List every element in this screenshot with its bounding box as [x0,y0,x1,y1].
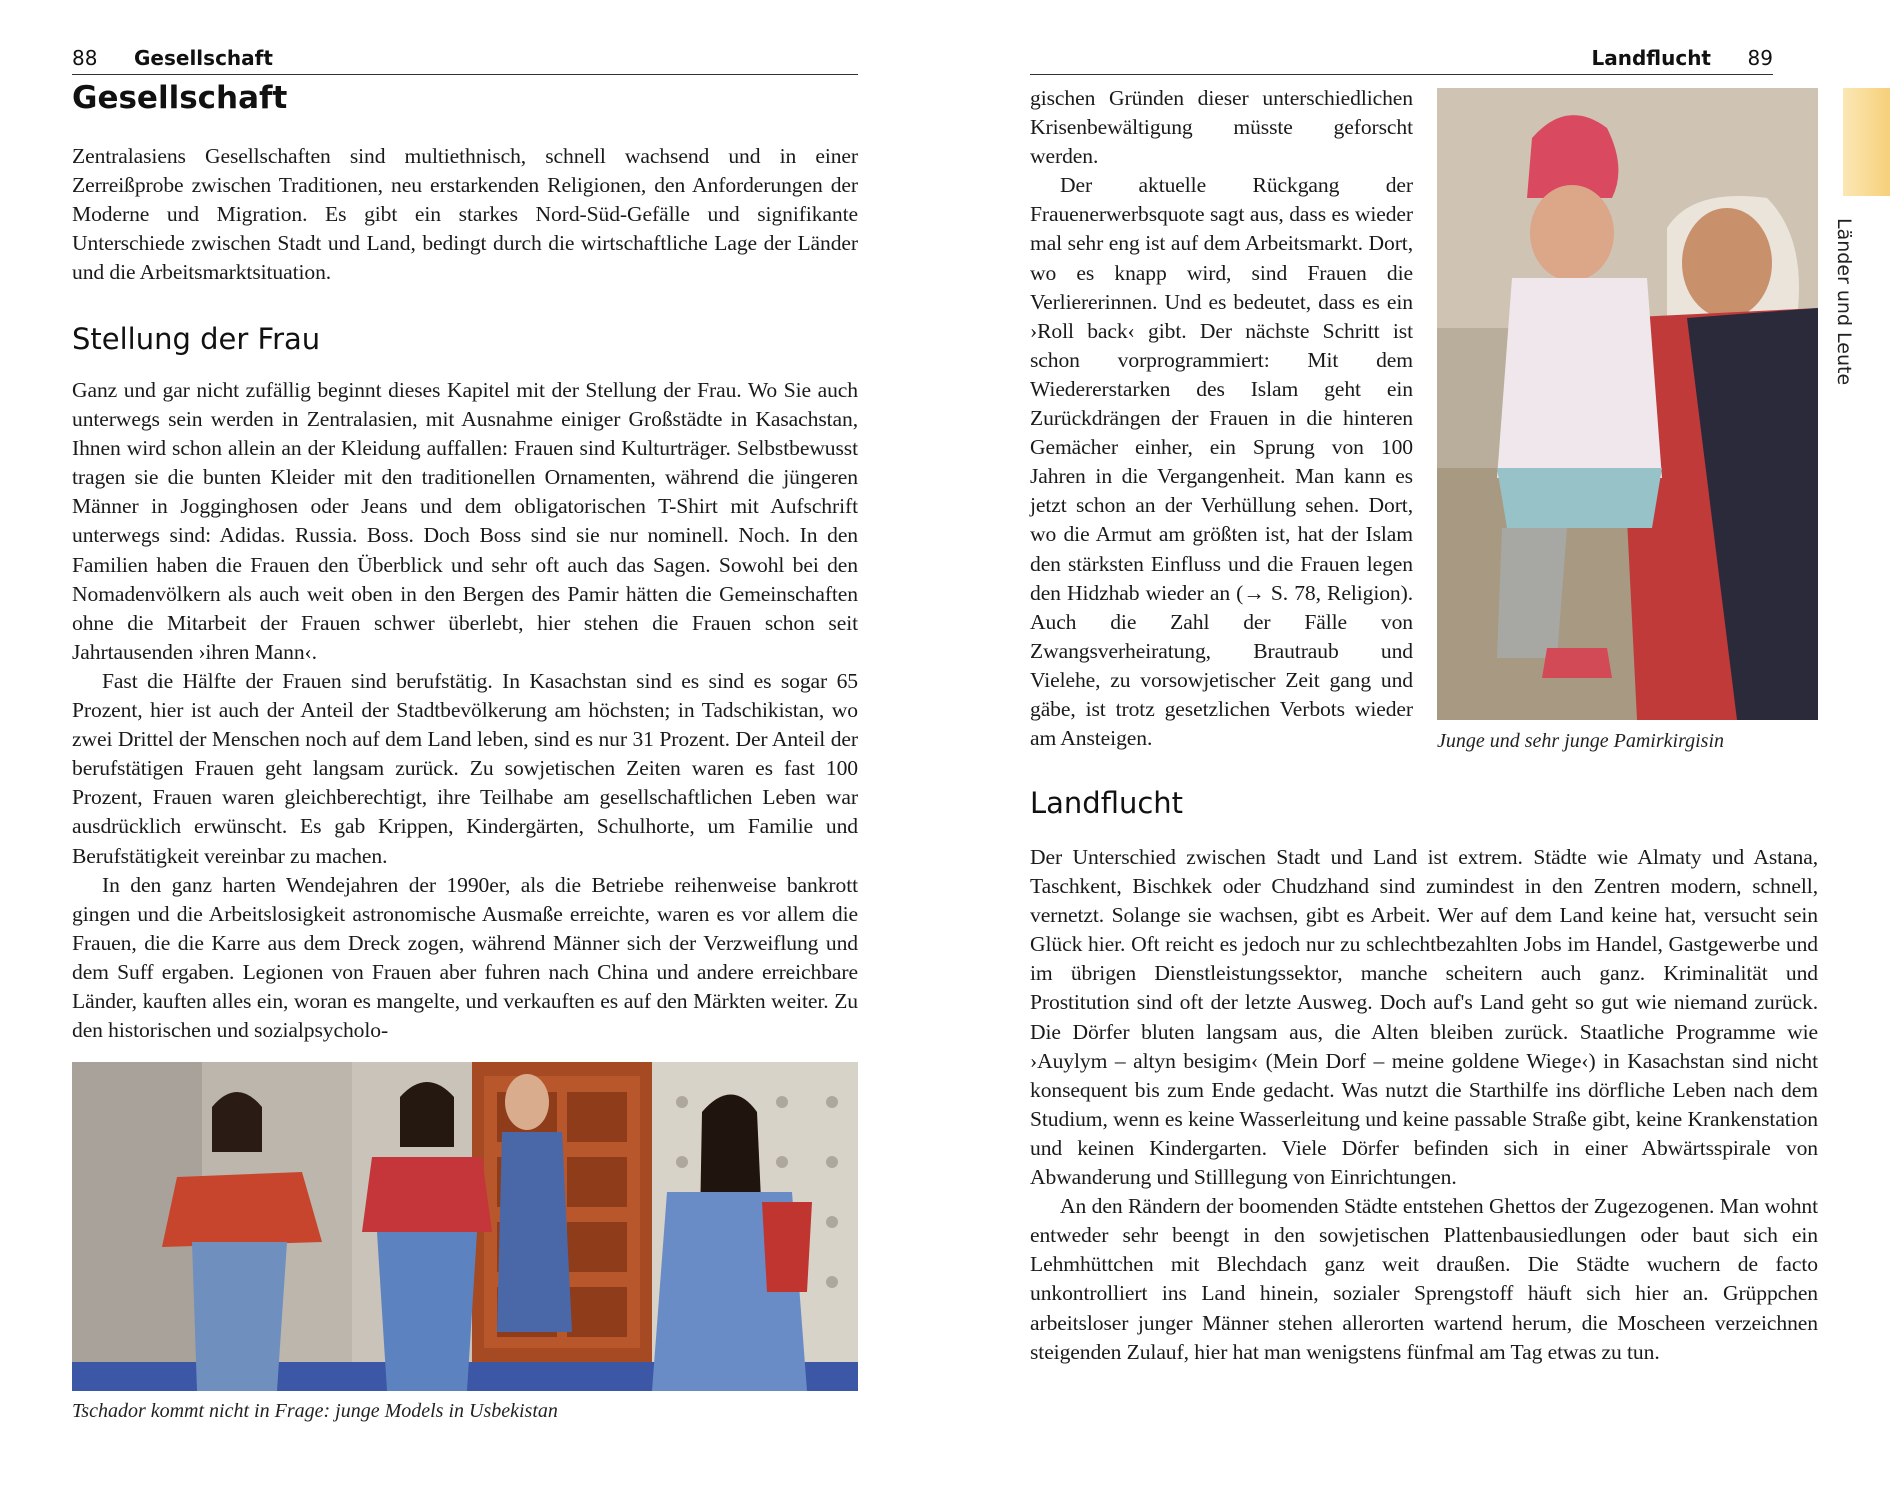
photo-caption-left: Tschador kommt nicht in Frage: junge Models in Usbekistan [72,1400,558,1422]
chapter-title: Gesellschaft [72,80,288,116]
right-page [945,0,1890,1496]
page-number-right: 89 [1747,46,1773,70]
section-title-stellung: Stellung der Frau [72,322,321,356]
photo-uzbek-models [72,1062,858,1391]
running-head-right [1030,46,1773,75]
thumb-index-tab [1843,88,1890,196]
photo-pamir-kyrgyz-image [1437,88,1818,720]
body-text-right [1030,843,1818,1367]
side-tab-label-text: Länder und Leute [1833,218,1855,386]
column-text-right [1030,84,1413,753]
paragraph: In den ganz harten Wendejahren der 1990er, als die Betriebe reihenweise bankrott gingen und die Arbeitslosigkeit astronomische Ausmaße erreichte, waren es vor allem die Frauen, die die Karre aus dem Dreck zogen, während Männer sich der Verzweiflung und dem Suff ergaben. Legionen von Frauen aber fuhren nach China und andere erreichbare Länder, kauften alles ein, woran es mangelte, und verkauften es auf den Märkten weiter. Zu den historischen und sozialpsycholo- [72,872,858,1043]
body-text-left [72,376,858,1045]
page-number-left: 88 [72,46,98,70]
running-head-title-right: Landflucht [1591,46,1711,70]
running-head-title-left: Gesellschaft [134,46,273,70]
photo-pamir-kyrgyz [1437,88,1818,720]
paragraph: Der Unterschied zwischen Stadt und Land ist extrem. Städte wie Almaty und Astana, Taschkent, Bischkek oder Chudzhand sind zumindest in den Zentren modern, schnell, vernetzt. Solange sie wachsen, gibt es Arbeit. Wer auf dem Land keine hat, versucht sein Glück hier. Oft reicht es jedoch nur zu schlechtbezahlten Jobs im Handel, Gastgewerbe und im übrigen Dienstleistungssektor, manche scheitern auch ganz. Kriminalität und Prostitution sind oft der letzte Ausweg. Doch auf's Land geht so gut wie niemand zurück. Die Dörfer bluten langsam aus, die Alten bleiben zurück. Staatliche Programme wie ›Auylym – altyn besigim‹ (Mein Dorf – meine goldene Wiege‹) in Kasachstan sind nicht konsequent bis zum Ende gedacht. Was nutzt die Starthilfe ins dörfliche Leben nach dem Studium, wenn es keine Wasserleitung und keine passable Straße gibt, keine Krankenstation und keinen Kindergarten. Viele Dörfer befinden sich in einer Abwärtsspirale von Abwanderung und Stilllegung von Einrichtungen. [1030,845,1818,1190]
photo-uzbek-models-image [72,1062,858,1391]
paragraph: Ganz und gar nicht zufällig beginnt dieses Kapitel mit der Stellung der Frau. Wo Sie auch unterwegs sein werden in Zentralasien, mit Ausnahme einiger Großstädte in Kasachstan, Ihnen wird schon allein an der Kleidung auffallen: Frauen sind Kulturträger. Selbstbewusst tragen sie die bunten Kleider mit den traditionellen Ornamenten, während die jüngeren Männer in Jogginghosen oder Jeans und dem obligatorischen T-Shirt mit Aufschrift unterwegs sind: Adidas. Russia. Boss. Doch Boss sind sie nur nominell. Noch. In den Familien haben die Frauen den Überblick und sehr oft auch das Sagen. Sowohl bei den Nomadenvölkern als auch weit oben in den Bergen des Pamir hätten die Gemeinschaften ohne die Mitarbeit der Frauen schwer überlebt, hier stehen die Frauen schon seit Jahrtausenden ›ihren Mann‹. [72,378,858,664]
intro-paragraph [72,142,858,287]
section-title-landflucht: Landflucht [1030,786,1184,820]
paragraph: Der aktuelle Rückgang der Frauenerwerbsquote sagt aus, dass es wieder mal sehr eng ist auf dem Arbeitsmarkt. Dort, wo es knapp wird, sind Frauen die Verliererinnen. Und es bedeutet, dass es ein ›Roll back‹ gibt. Der nächste Schritt ist schon vorprogrammiert: Mit dem Wiedererstarken des Islam geht ein Zurückdrängen der Frauen in die hinteren Gemächer einher, ein Sprung von 100 Jahren in die Vergangenheit. Man kann es jetzt schon an der Verhüllung sehen. Dort, wo die Armut am größten ist, hat der Islam den stärksten Einfluss und die Frauen legen den Hidzhab wieder an (→ S. 78, Religion). Auch die Zahl der Fälle von Zwangsverheiratung, Brautraub und Vielehe, zu vorsowjetischer Zeit gang und gäbe, ist trotz gesetzlichen Verbots wieder am Ansteigen. [1030,173,1413,751]
intro-text: Zentralasiens Gesellschaften sind multiethnisch, schnell wachsend und in einer Zerreißprobe zwischen Traditionen, neu erstarkenden Religionen, den Anforderungen der Moderne und Migration. Es gibt ein starkes Nord-Süd-Gefälle und signifikante Unterschiede zwischen Stadt und Land, bedingt durch die wirtschaftliche Lage der Länder und die Arbeitsmarktsituation. [72,144,858,285]
paragraph: gischen Gründen dieser unterschiedlichen Krisenbewältigung müsste geforscht werden. [1030,86,1413,169]
running-head-left [72,46,858,75]
paragraph: An den Rändern der boomenden Städte entstehen Ghettos der Zugezogenen. Man wohnt entweder sehr beengt in den sowjetischen Plattenbausiedlungen oder baut sich ein Lehmhüttchen mit Blechdach ganz weit draußen. Die Städte wuchern de facto unkontrolliert ins Land hinein, sozialer Sprengstoff häuft sich hier an. Grüppchen arbeitsloser junger Männer stehen allerorten wartend herum, die Moscheen verzeichnen steigenden Zulauf, hier hat man wenigstens fünfmal am Tag etwas zu tun. [1030,1194,1818,1364]
side-tab-label [1833,218,1890,418]
photo-caption-right: Junge und sehr junge Pamirkirgisin [1437,730,1725,752]
paragraph: Fast die Hälfte der Frauen sind berufstätig. In Kasachstan sind es sind es sogar 65 Prozent, hier ist auch der Anteil der Stadtbevölkerung am höchsten; in Tadschikistan, wo zwei Drittel der Menschen noch auf dem Land leben, sind es nur 31 Prozent. Der Anteil der berufstätigen Frauen geht langsam zurück. Zu sowjetischen Zeiten waren es fast 100 Prozent, Frauen waren gleichberechtigt, ihre Teilhabe am gesellschaftlichen Leben war ausdrücklich erwünscht. Es gab Krippen, Kindergärten, Schulhorte, um Familie und Berufstätigkeit vereinbar zu machen. [72,668,858,868]
